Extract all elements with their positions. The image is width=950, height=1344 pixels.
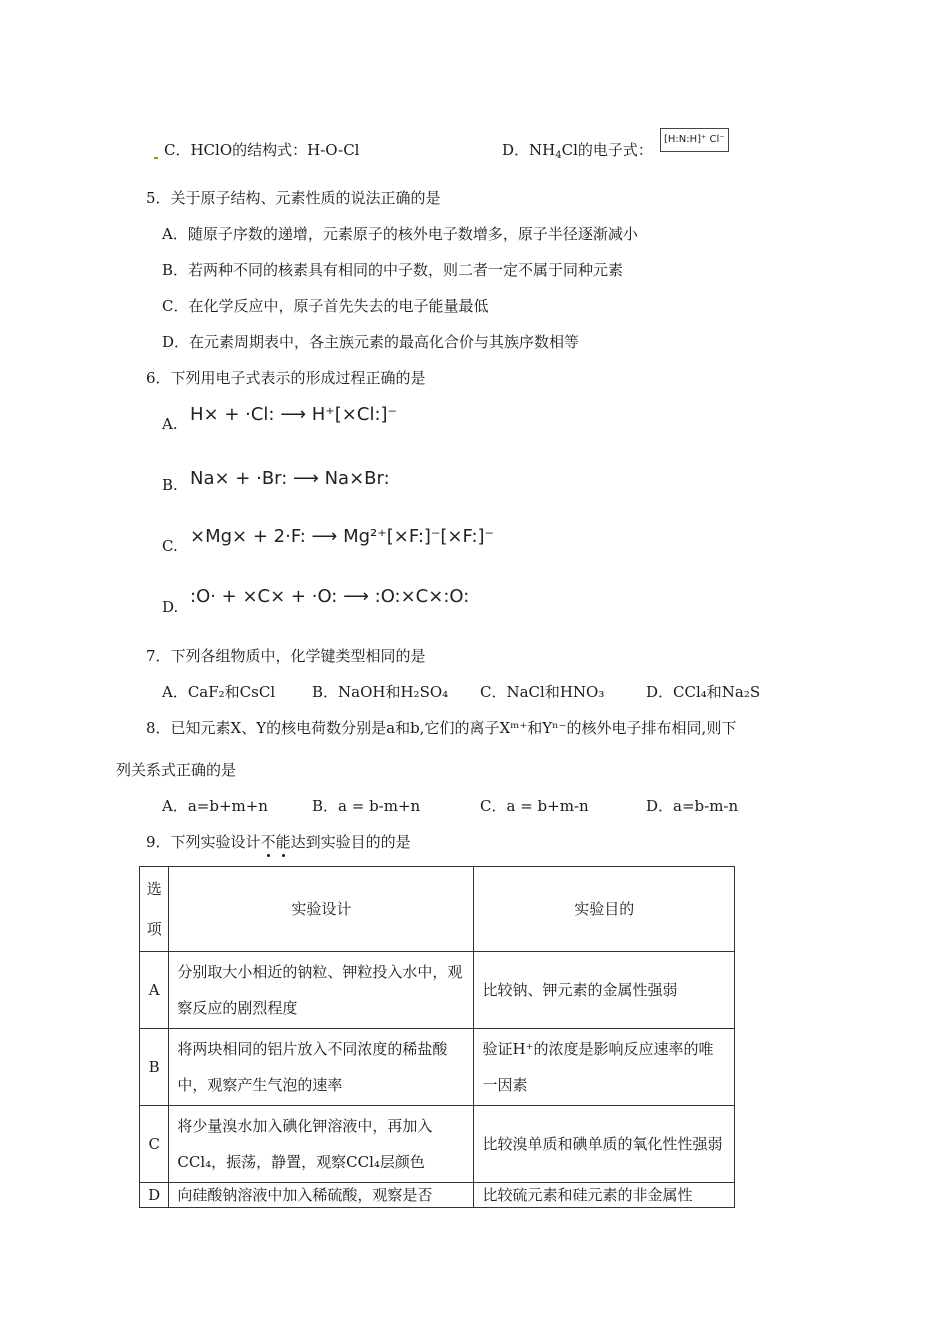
q8-option-a: A．a=b+m+n xyxy=(162,797,268,815)
table-cell-option: A xyxy=(140,952,169,1029)
q7-option-b: B．NaOH和H₂SO₄ xyxy=(312,683,449,701)
q5-option-d: D．在元素周期表中，各主族元素的最高化合价与其族序数相等 xyxy=(162,333,580,351)
table-header-goal: 实验目的 xyxy=(474,867,735,952)
q7-option-d: D．CCl₄和Na₂S xyxy=(646,683,761,701)
q6-option-c-formula: ×Mg× + 2·F: ⟶ Mg²⁺[×F:]⁻[×F:]⁻ xyxy=(190,526,495,547)
table-row xyxy=(140,1183,735,1208)
table-row xyxy=(140,1029,735,1106)
q9-stem xyxy=(146,832,411,852)
q5-option-c: C．在化学反应中，原子首先失去的电子能量最低 xyxy=(162,297,489,315)
q5-option-b: B．若两种不同的核素具有相同的中子数，则二者一定不属于同种元素 xyxy=(162,261,624,279)
q4-option-c: C．HClO的结构式：H-O-Cl xyxy=(164,141,360,159)
q6-option-b-label: B. xyxy=(162,476,178,494)
q8-stem-line2: 列关系式正确的是 xyxy=(116,761,237,779)
experiment-table xyxy=(139,866,735,1208)
q6-stem: 6．下列用电子式表示的形成过程正确的是 xyxy=(146,369,426,387)
q6-option-b-formula: Na× + ·Br: ⟶ Na×Br: xyxy=(190,468,390,489)
table-cell-design: 将少量溴水加入碘化钾溶液中，再加入CCl₄，振荡，静置，观察CCl₄层颜色 xyxy=(169,1106,474,1183)
q6-option-a-formula: H× + ·Cl: ⟶ H⁺[×Cl:]⁻ xyxy=(190,404,398,425)
table-cell-design: 向硅酸钠溶液中加入稀硫酸，观察是否 xyxy=(169,1183,474,1208)
table-header-design: 实验设计 xyxy=(169,867,474,952)
q5-stem: 5．关于原子结构、元素性质的说法正确的是 xyxy=(146,189,441,207)
q7-option-c: C．NaCl和HNO₃ xyxy=(480,683,605,701)
q5-option-a: A．随原子序数的递增，元素原子的核外电子数增多，原子半径逐渐减小 xyxy=(162,225,638,243)
table-cell-goal: 比较溴单质和碘单质的氧化性性强弱 xyxy=(474,1106,735,1183)
table-header-row xyxy=(140,867,735,952)
q9-stem-pre: 9．下列实验设计 xyxy=(146,833,261,851)
q4-option-d-prefix: D．NH xyxy=(502,141,556,159)
nh4cl-electron-formula: [H:N:H]⁺ Cl⁻ xyxy=(660,128,729,152)
table-cell-option: C xyxy=(140,1106,169,1183)
q8-option-b: B．a = b-m+n xyxy=(312,797,421,815)
q4-option-d xyxy=(502,140,653,166)
q9-stem-emphasis-can: 能 xyxy=(275,833,291,851)
q9-stem-post: 达到实验目的的是 xyxy=(290,833,411,851)
q4-option-d-suffix: Cl的电子式： xyxy=(561,141,653,159)
q9-stem-emphasis-not: 不 xyxy=(260,833,276,851)
table-row xyxy=(140,1106,735,1183)
table-cell-goal: 验证H⁺的浓度是影响反应速率的唯一因素 xyxy=(474,1029,735,1106)
q8-option-c: C．a = b+m-n xyxy=(480,797,589,815)
table-cell-design: 将两块相同的铝片放入不同浓度的稀盐酸中，观察产生气泡的速率 xyxy=(169,1029,474,1106)
q7-option-a: A．CaF₂和CsCl xyxy=(162,683,276,701)
table-cell-goal: 比较硫元素和硅元素的非金属性 xyxy=(474,1183,735,1208)
table-row xyxy=(140,952,735,1029)
q6-option-c-label: C. xyxy=(162,537,178,555)
q7-stem: 7．下列各组物质中，化学键类型相同的是 xyxy=(146,647,426,665)
q8-stem-line1: 8．已知元素X、Y的核电荷数分别是a和b,它们的离子Xᵐ⁺和Yⁿ⁻的核外电子排布相同,则下 xyxy=(146,719,737,737)
table-cell-option: B xyxy=(140,1029,169,1106)
q6-option-a-label: A. xyxy=(162,415,178,433)
q6-option-d-formula: :O· + ×C× + ·O: ⟶ :O:×C×:O: xyxy=(190,586,470,607)
q4-option-d-sub: 4 xyxy=(555,150,562,161)
table-header-option: 选项 xyxy=(140,867,169,952)
margin-mark xyxy=(154,157,158,159)
table-cell-goal: 比较钠、钾元素的金属性强弱 xyxy=(474,952,735,1029)
table-cell-option: D xyxy=(140,1183,169,1208)
q8-option-d: D．a=b-m-n xyxy=(646,797,739,815)
q6-option-d-label: D. xyxy=(162,598,179,616)
table-cell-design: 分别取大小相近的钠粒、钾粒投入水中，观察反应的剧烈程度 xyxy=(169,952,474,1029)
